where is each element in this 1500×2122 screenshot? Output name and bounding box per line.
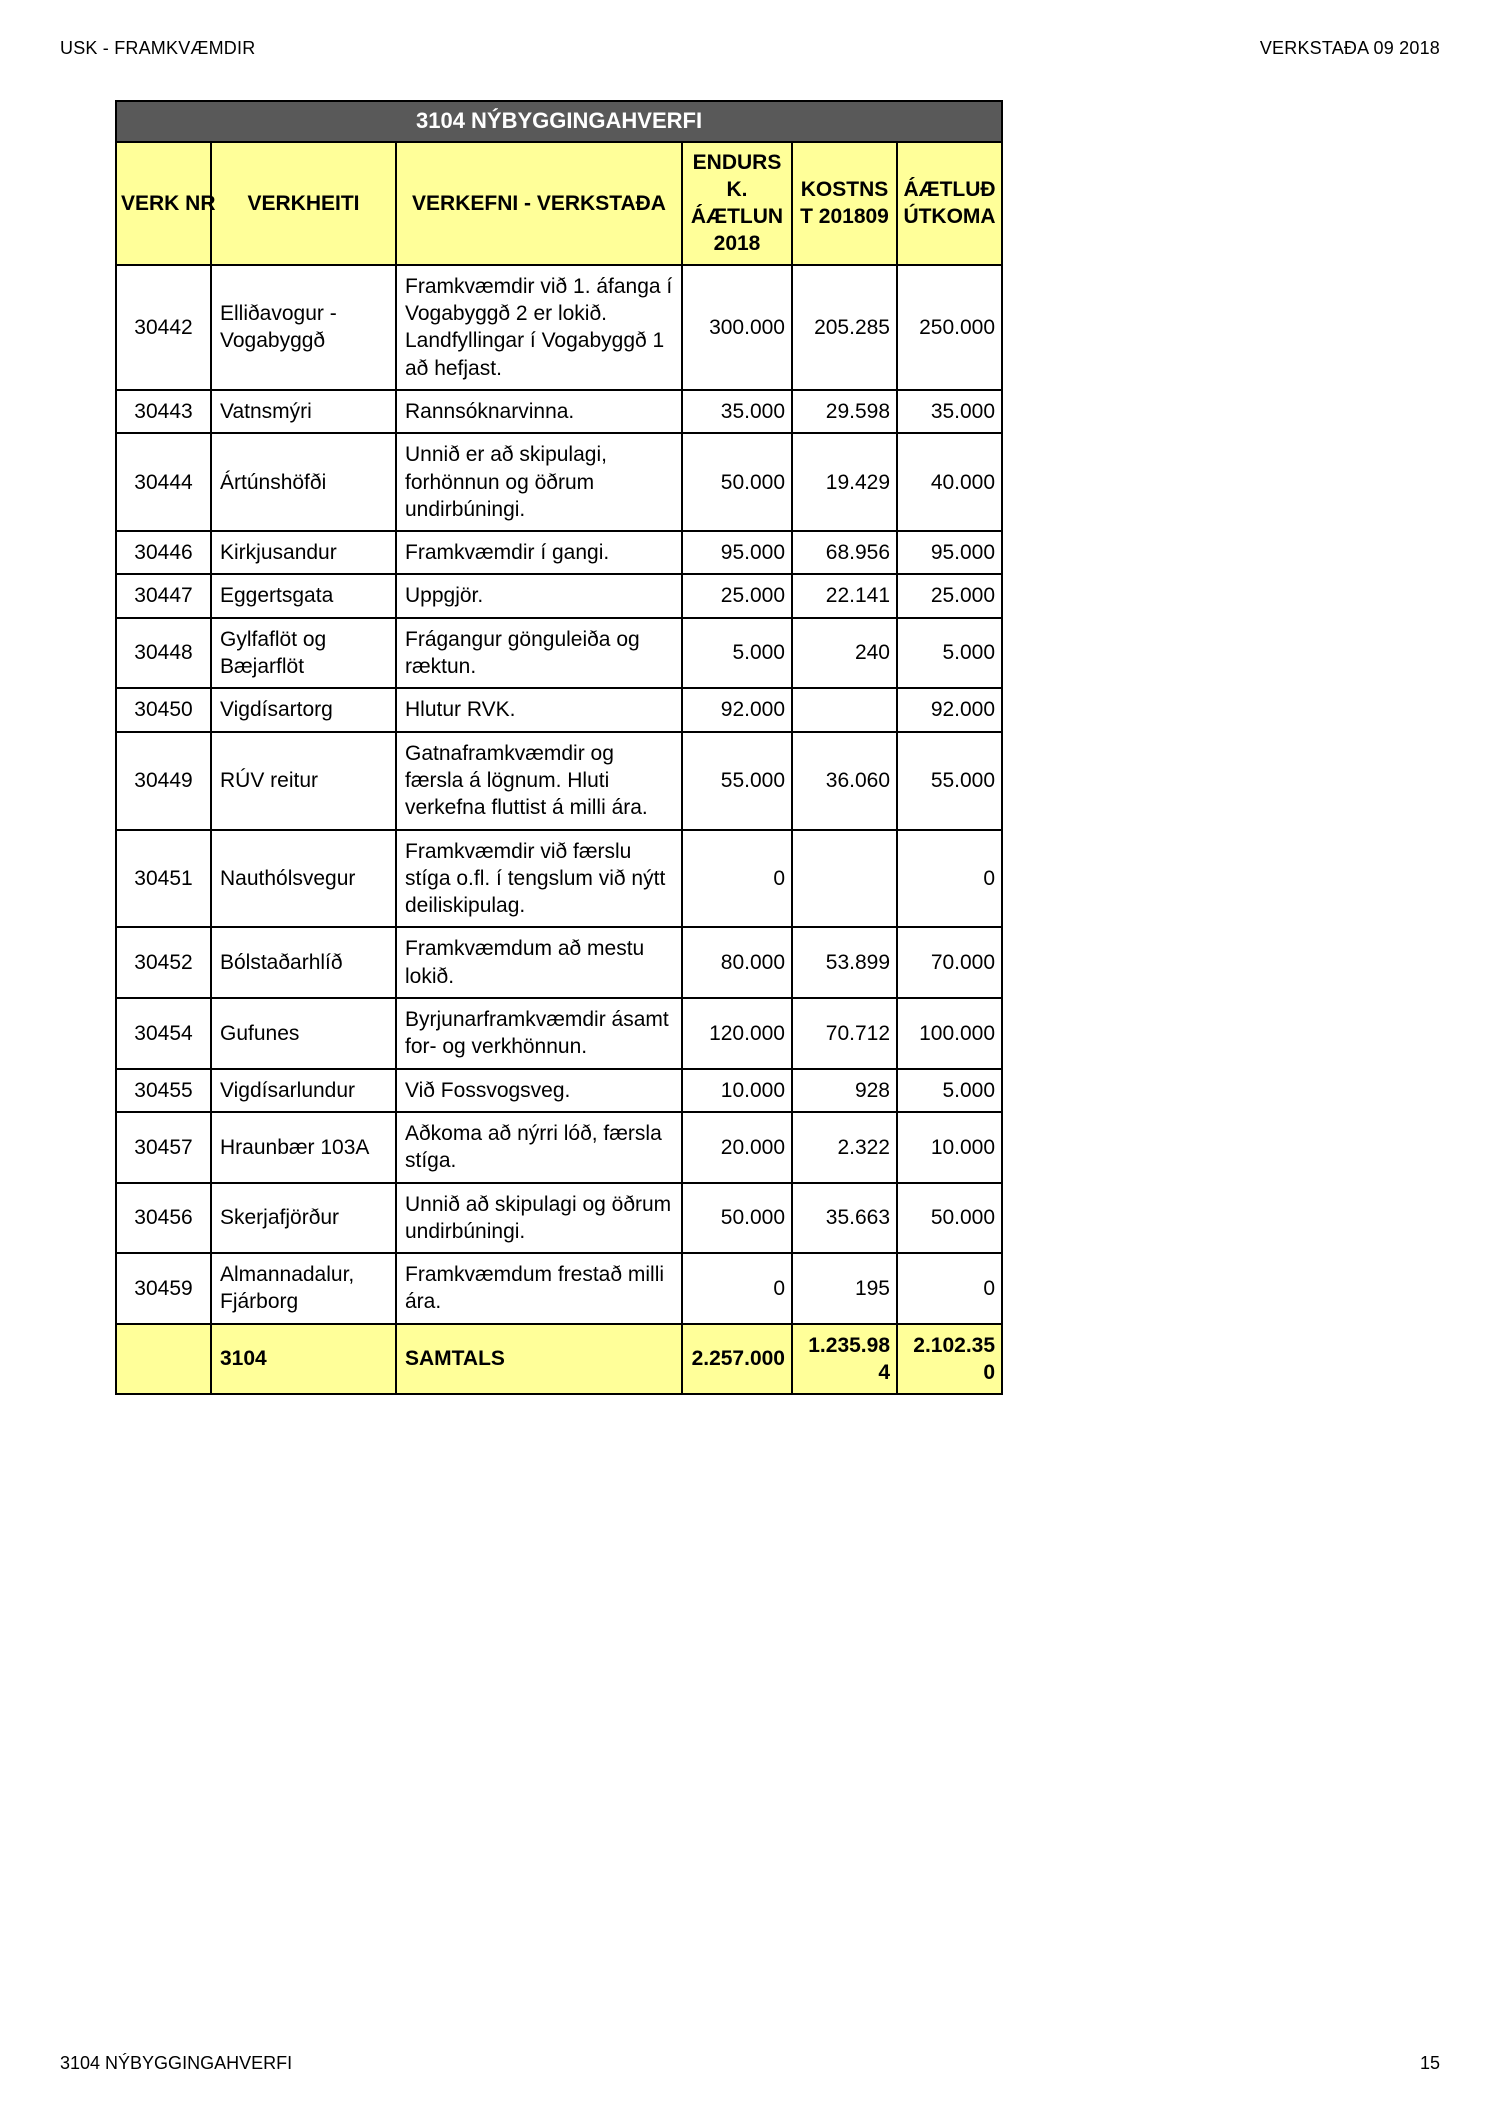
cell-kostnst: 928 — [792, 1069, 897, 1112]
cell-kostnst: 53.899 — [792, 927, 897, 998]
totals-row — [116, 1324, 1002, 1395]
cell-verk-nr: 30452 — [116, 927, 211, 998]
cell-endursk-aetlun: 35.000 — [682, 390, 792, 433]
table-row — [116, 1069, 1002, 1112]
table-row — [116, 574, 1002, 617]
cell-verkefni: Byrjunarframkvæmdir ásamt for- og verkhönnun. — [396, 998, 682, 1069]
cell-endursk-aetlun: 120.000 — [682, 998, 792, 1069]
table-row — [116, 927, 1002, 998]
cell-verkheiti: Skerjafjörður — [211, 1183, 396, 1254]
column-header-verkheiti: VERKHEITI — [211, 142, 396, 265]
cell-verkefni: Frágangur gönguleiða og ræktun. — [396, 618, 682, 689]
cell-verk-nr: 30442 — [116, 265, 211, 390]
cell-kostnst: 35.663 — [792, 1183, 897, 1254]
cell-verkheiti: Bólstaðarhlíð — [211, 927, 396, 998]
cell-kostnst: 205.285 — [792, 265, 897, 390]
cell-kostnst: 68.956 — [792, 531, 897, 574]
cell-endursk-aetlun: 55.000 — [682, 732, 792, 830]
cell-endursk-aetlun: 25.000 — [682, 574, 792, 617]
projects-table-wrap — [115, 100, 1001, 1395]
cell-verkheiti: Vigdísartorg — [211, 688, 396, 731]
cell-verk-nr: 30451 — [116, 830, 211, 928]
cell-aetlud-utkoma: 5.000 — [897, 618, 1002, 689]
cell-verkefni: Rannsóknarvinna. — [396, 390, 682, 433]
cell-endursk-aetlun: 5.000 — [682, 618, 792, 689]
cell-aetlud-utkoma: 10.000 — [897, 1112, 1002, 1183]
projects-table — [115, 100, 1003, 1395]
cell-verkefni: Uppgjör. — [396, 574, 682, 617]
cell-kostnst: 70.712 — [792, 998, 897, 1069]
table-row — [116, 830, 1002, 928]
cell-verk-nr: 30447 — [116, 574, 211, 617]
column-header-verk-nr: VERK NR — [116, 142, 211, 265]
cell-verkheiti: RÚV reitur — [211, 732, 396, 830]
totals-cell-empty — [116, 1324, 211, 1395]
cell-verkefni: Unnið er að skipulagi, forhönnun og öðrum undirbúningi. — [396, 433, 682, 531]
cell-verkefni: Gatnaframkvæmdir og færsla á lögnum. Hluti verkefna fluttist á milli ára. — [396, 732, 682, 830]
table-row — [116, 732, 1002, 830]
page-header-left: USK - FRAMKVÆMDIR — [60, 38, 256, 58]
cell-kostnst: 195 — [792, 1253, 897, 1324]
table-row — [116, 688, 1002, 731]
cell-verkefni: Aðkoma að nýrri lóð, færsla stíga. — [396, 1112, 682, 1183]
cell-verkheiti: Ártúnshöfði — [211, 433, 396, 531]
page-header — [60, 38, 1440, 59]
cell-endursk-aetlun: 92.000 — [682, 688, 792, 731]
totals-cell-utkoma: 2.102.350 — [897, 1324, 1002, 1395]
cell-kostnst: 240 — [792, 618, 897, 689]
cell-verkefni: Hlutur RVK. — [396, 688, 682, 731]
column-header-kostnst: KOSTNST 201809 — [792, 142, 897, 265]
table-header-row — [116, 142, 1002, 265]
cell-verkefni: Framkvæmdir við færslu stíga o.fl. í tengslum við nýtt deiliskipulag. — [396, 830, 682, 928]
cell-aetlud-utkoma: 70.000 — [897, 927, 1002, 998]
totals-cell-aetlun: 2.257.000 — [682, 1324, 792, 1395]
table-row — [116, 618, 1002, 689]
table-row — [116, 1253, 1002, 1324]
table-row — [116, 433, 1002, 531]
cell-aetlud-utkoma: 0 — [897, 1253, 1002, 1324]
cell-endursk-aetlun: 300.000 — [682, 265, 792, 390]
cell-verkheiti: Hraunbær 103A — [211, 1112, 396, 1183]
cell-verkefni: Unnið að skipulagi og öðrum undirbúningi. — [396, 1183, 682, 1254]
cell-verk-nr: 30454 — [116, 998, 211, 1069]
cell-aetlud-utkoma: 100.000 — [897, 998, 1002, 1069]
table-row — [116, 1183, 1002, 1254]
table-row — [116, 531, 1002, 574]
cell-kostnst — [792, 688, 897, 731]
cell-kostnst: 36.060 — [792, 732, 897, 830]
cell-aetlud-utkoma: 95.000 — [897, 531, 1002, 574]
totals-cell-code: 3104 — [211, 1324, 396, 1395]
cell-endursk-aetlun: 20.000 — [682, 1112, 792, 1183]
cell-verk-nr: 30450 — [116, 688, 211, 731]
cell-aetlud-utkoma: 25.000 — [897, 574, 1002, 617]
cell-verkheiti: Almannadalur, Fjárborg — [211, 1253, 396, 1324]
table-row — [116, 1112, 1002, 1183]
cell-verkheiti: Vigdísarlundur — [211, 1069, 396, 1112]
cell-verkheiti: Vatnsmýri — [211, 390, 396, 433]
cell-endursk-aetlun: 0 — [682, 1253, 792, 1324]
column-header-aetlud-utkoma: ÁÆTLUÐ ÚTKOMA — [897, 142, 1002, 265]
table-row — [116, 390, 1002, 433]
cell-verk-nr: 30455 — [116, 1069, 211, 1112]
table-title-row — [116, 101, 1002, 142]
page-header-right: VERKSTAÐA 09 2018 — [1259, 38, 1440, 58]
cell-aetlud-utkoma: 40.000 — [897, 433, 1002, 531]
cell-verkheiti: Kirkjusandur — [211, 531, 396, 574]
cell-verk-nr: 30457 — [116, 1112, 211, 1183]
cell-verk-nr: 30456 — [116, 1183, 211, 1254]
cell-verkefni: Við Fossvogsveg. — [396, 1069, 682, 1112]
cell-verkheiti: Eggertsgata — [211, 574, 396, 617]
cell-endursk-aetlun: 50.000 — [682, 433, 792, 531]
cell-aetlud-utkoma: 92.000 — [897, 688, 1002, 731]
cell-verkefni: Framkvæmdum frestað milli ára. — [396, 1253, 682, 1324]
page-footer-left: 3104 NÝBYGGINGAHVERFI — [60, 2053, 293, 2073]
cell-endursk-aetlun: 95.000 — [682, 531, 792, 574]
table-row — [116, 265, 1002, 390]
page-footer — [60, 2053, 1440, 2074]
cell-endursk-aetlun: 10.000 — [682, 1069, 792, 1112]
cell-kostnst: 22.141 — [792, 574, 897, 617]
cell-verkheiti: Gufunes — [211, 998, 396, 1069]
cell-verkefni: Framkvæmdum að mestu lokið. — [396, 927, 682, 998]
cell-verk-nr: 30449 — [116, 732, 211, 830]
cell-endursk-aetlun: 50.000 — [682, 1183, 792, 1254]
cell-verkheiti: Gylfaflöt og Bæjarflöt — [211, 618, 396, 689]
page-number: 15 — [1419, 2053, 1440, 2073]
column-header-verkefni-verkstada: VERKEFNI - VERKSTAÐA — [396, 142, 682, 265]
cell-verk-nr: 30443 — [116, 390, 211, 433]
cell-aetlud-utkoma: 35.000 — [897, 390, 1002, 433]
cell-verkefni: Framkvæmdir í gangi. — [396, 531, 682, 574]
cell-kostnst: 29.598 — [792, 390, 897, 433]
table-body — [116, 265, 1002, 1324]
totals-cell-kostn: 1.235.984 — [792, 1324, 897, 1395]
cell-verk-nr: 30459 — [116, 1253, 211, 1324]
table-title: 3104 NÝBYGGINGAHVERFI — [116, 101, 1002, 142]
cell-aetlud-utkoma: 5.000 — [897, 1069, 1002, 1112]
cell-kostnst: 2.322 — [792, 1112, 897, 1183]
cell-endursk-aetlun: 80.000 — [682, 927, 792, 998]
cell-kostnst — [792, 830, 897, 928]
cell-verkheiti: Nauthólsvegur — [211, 830, 396, 928]
totals-cell-label: SAMTALS — [396, 1324, 682, 1395]
cell-verk-nr: 30448 — [116, 618, 211, 689]
cell-aetlud-utkoma: 50.000 — [897, 1183, 1002, 1254]
cell-kostnst: 19.429 — [792, 433, 897, 531]
cell-aetlud-utkoma: 250.000 — [897, 265, 1002, 390]
cell-aetlud-utkoma: 0 — [897, 830, 1002, 928]
table-row — [116, 998, 1002, 1069]
cell-endursk-aetlun: 0 — [682, 830, 792, 928]
cell-verk-nr: 30444 — [116, 433, 211, 531]
cell-verkheiti: Elliðavogur - Vogabyggð — [211, 265, 396, 390]
column-header-endursk-aetlun: ENDURSK. ÁÆTLUN 2018 — [682, 142, 792, 265]
cell-verk-nr: 30446 — [116, 531, 211, 574]
cell-aetlud-utkoma: 55.000 — [897, 732, 1002, 830]
cell-verkefni: Framkvæmdir við 1. áfanga í Vogabyggð 2 er lokið. Landfyllingar í Vogabyggð 1 að hefjast. — [396, 265, 682, 390]
